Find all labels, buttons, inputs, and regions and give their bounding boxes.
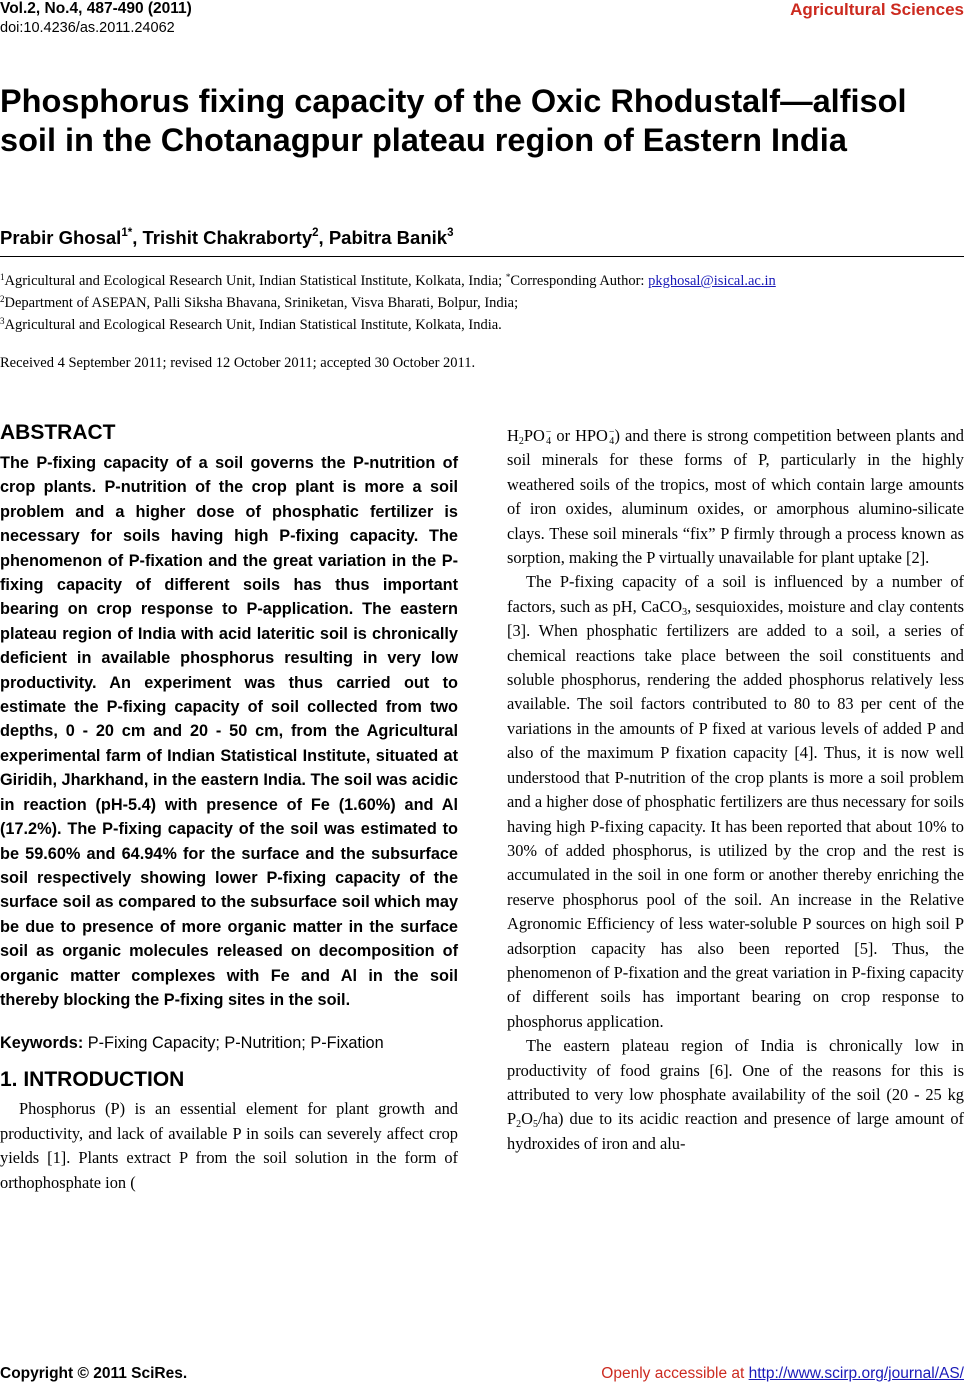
affiliation-text: Department of ASEPAN, Palli Siksha Bhavana, Sriniketan, Visva Bharati, Bolpur, India; bbox=[4, 295, 519, 311]
intro-p3-text: The eastern plateau region of India is chronically low in productivity of food grains [6]. One of the reasons for this is attributed to very low phosphate availability of the soil (20 - 25 kg P bbox=[507, 1036, 964, 1129]
ion-symbol: PO bbox=[523, 426, 545, 445]
author-name: Pabitra Banik bbox=[328, 227, 448, 248]
header-divider bbox=[0, 256, 964, 257]
formula-subscript: 3 bbox=[682, 606, 688, 618]
ion-symbol: H bbox=[507, 426, 519, 445]
affiliation bbox=[0, 312, 502, 334]
affiliation-text: Agricultural and Ecological Research Unit, Indian Statistical Institute, Kolkata, India; bbox=[4, 273, 506, 289]
affiliation-mark: 1 bbox=[0, 272, 5, 282]
affiliation bbox=[0, 268, 776, 290]
ion-index: 4 bbox=[546, 436, 552, 448]
ion-charge: − bbox=[545, 427, 552, 439]
corresponding-label: Corresponding Author: bbox=[510, 273, 649, 289]
ion-charge: − bbox=[608, 427, 615, 439]
journal-reference: Vol.2, No.4, 487-490 (2011) bbox=[0, 0, 192, 17]
received-dates: Received 4 September 2011; revised 12 October 2011; accepted 30 October 2011. bbox=[0, 355, 476, 371]
journal-url-link[interactable]: http://www.scirp.org/journal/AS/ bbox=[748, 1365, 964, 1382]
author-affiliation-mark: 1* bbox=[121, 227, 133, 239]
introduction-paragraph bbox=[507, 570, 964, 1034]
paper-title: Phosphorus fixing capacity of the Oxic Rhodustalf—alfisol soil in the Chotanagpur plateau region of Eastern India bbox=[0, 83, 907, 158]
dihydrogen-phosphate-ion bbox=[507, 426, 552, 448]
open-access-notice bbox=[601, 1365, 964, 1383]
author-name: Trishit Chakraborty bbox=[142, 227, 313, 248]
affiliation bbox=[0, 290, 518, 312]
introduction-paragraph bbox=[507, 1034, 964, 1156]
author-affiliation-mark: 3 bbox=[447, 227, 454, 239]
abstract-text: The P-fixing capacity of a soil governs the P-nutrition of crop plants. P-nutrition of the crop plant is more a soil problem and a higher dose of phosphatic fertilizer is necessary for soils having high P-fixing capacity. The phenomenon of P-fixation and the great variation in the P-fixing capacity of different soils has thus important bearing on crop response to P-application. The eastern plateau region of India with acid lateritic soil is chronically deficient in available phosphorus resulting in very low productivity. An experiment was thus carried out to estimate the P-fixing capacity of soil collected from two depths, 0 - 20 cm and 20 - 50 cm, from the Agricultural experimental farm of Indian Statistical Institute, situated at Giridih, Jharkhand, in the eastern India. The soil was acidic in reaction (pH-5.4) with presence of Fe (1.60%) and Al (17.2%). The P-fixing capacity of the soil was estimated to be 59.60% and 64.94% for the surface and the subsurface soil respectively showing lower P-fixing capacity of the surface soil as compared to the subsurface soil which may be due to presence of more organic matter in the surface soil as organic molecules released on decomposition of organic matter complexes with Fe and Al in the soil thereby blocking the P-fixing sites in the soil. bbox=[0, 454, 458, 1009]
doi: doi:10.4236/as.2011.24062 bbox=[0, 20, 175, 36]
intro-p1-connector: or bbox=[551, 426, 576, 445]
corresponding-mark: * bbox=[505, 272, 511, 282]
introduction-paragraph bbox=[0, 1097, 458, 1195]
affiliation-text: Agricultural and Ecological Research Unit, Indian Statistical Institute, Kolkata, India. bbox=[4, 317, 502, 333]
affiliation-mark: 2 bbox=[0, 294, 5, 304]
author-affiliation-mark: 2 bbox=[312, 227, 319, 239]
open-access-label: Openly accessible at bbox=[601, 1365, 749, 1382]
formula-symbol: O bbox=[521, 1109, 533, 1129]
ion-symbol: HPO bbox=[575, 426, 608, 445]
affiliation-mark: 3 bbox=[0, 316, 5, 326]
intro-p2-text: The P-fixing capacity of a soil is influenced by a number of factors, such as pH, CaCO bbox=[507, 572, 964, 616]
hydrogen-phosphate-ion bbox=[575, 426, 615, 448]
intro-p3-text: /ha) due to its acidic reaction and presence of large amount of hydroxides of iron and alu- bbox=[507, 1109, 964, 1153]
intro-p1-rest: ) and there is strong competition between plants and soil minerals for these forms of P, particularly in the highly weathered soils of the tropics, most of which contain large amounts of iron oxides, aluminum oxides, or amorphous alumino-silicate clays. These soil minerals “fix” P firmly through a process known as sorption, making the P virtually unavailable for plant uptake [2]. bbox=[507, 426, 964, 568]
author-name: Prabir Ghosal bbox=[0, 227, 122, 248]
formula-subscript: 5 bbox=[532, 1119, 538, 1131]
author-list: Prabir Ghosal$^{1*}$, Trishit Chakraborty$^2$, Pabitra Banik$^3$ bbox=[0, 227, 454, 248]
keywords-text: P-Fixing Capacity; P-Nutrition; P-Fixation bbox=[83, 1034, 384, 1053]
intro-p2-text: , sesquioxides, moisture and clay contents [3]. When phosphatic fertilizers are added to a soil, a series of chemical reactions take place between the soil constituents and soluble phosphorus, rendering the added phosphorus relatively less available. The soil factors contributed to 80 to 83 per cent of the variations in the amounts of P fixed at various levels of added P and also of the maximum P fixation capacity [4]. Thus, it is now well understood that P-nutrition of the crop plants is more a soil problem and a higher dose of phosphatic fertilizers are thus necessary for soils having high P-fixing capacity. It has been reported that about 10% to 30% of added phosphorus, is utilized by the crop and the rest is accumulated in the soil in one form or another thereby enriching the reserve phosphorus pool of the soil. An increase in the Relative Agronomic Efficiency of less water-soluble P sources on high soil P adsorption capacity has also been reported [5]. Thus, the phenomenon of P-fixation and the great variation in P-fixing capacity of different soils has important bearing on crop response to phosphorus application. bbox=[507, 596, 964, 1031]
journal-section-tag: Agricultural Sciences bbox=[790, 0, 964, 19]
ion-subscript: 2 bbox=[518, 436, 524, 447]
left-column bbox=[0, 420, 458, 1195]
copyright: Copyright © 2011 SciRes. bbox=[0, 1365, 188, 1382]
formula-subscript: 2 bbox=[516, 1119, 522, 1131]
introduction-paragraph-continued bbox=[507, 424, 964, 570]
introduction-heading: 1. INTRODUCTION bbox=[0, 1068, 185, 1092]
keywords bbox=[0, 1031, 458, 1055]
right-column bbox=[507, 424, 964, 1156]
ion-index: 4 bbox=[609, 436, 615, 448]
intro-p1-text: Phosphorus (P) is an essential element for plant growth and productivity, and lack of available P in soils can severely affect crop yields [1]. Plants extract P from the soil solution in the form of orthophosphate ion ( bbox=[0, 1099, 458, 1192]
abstract-heading: ABSTRACT bbox=[0, 421, 116, 444]
corresponding-email-link[interactable]: pkghosal@isical.ac.in bbox=[648, 273, 776, 289]
keywords-label: Keywords: bbox=[0, 1034, 84, 1053]
